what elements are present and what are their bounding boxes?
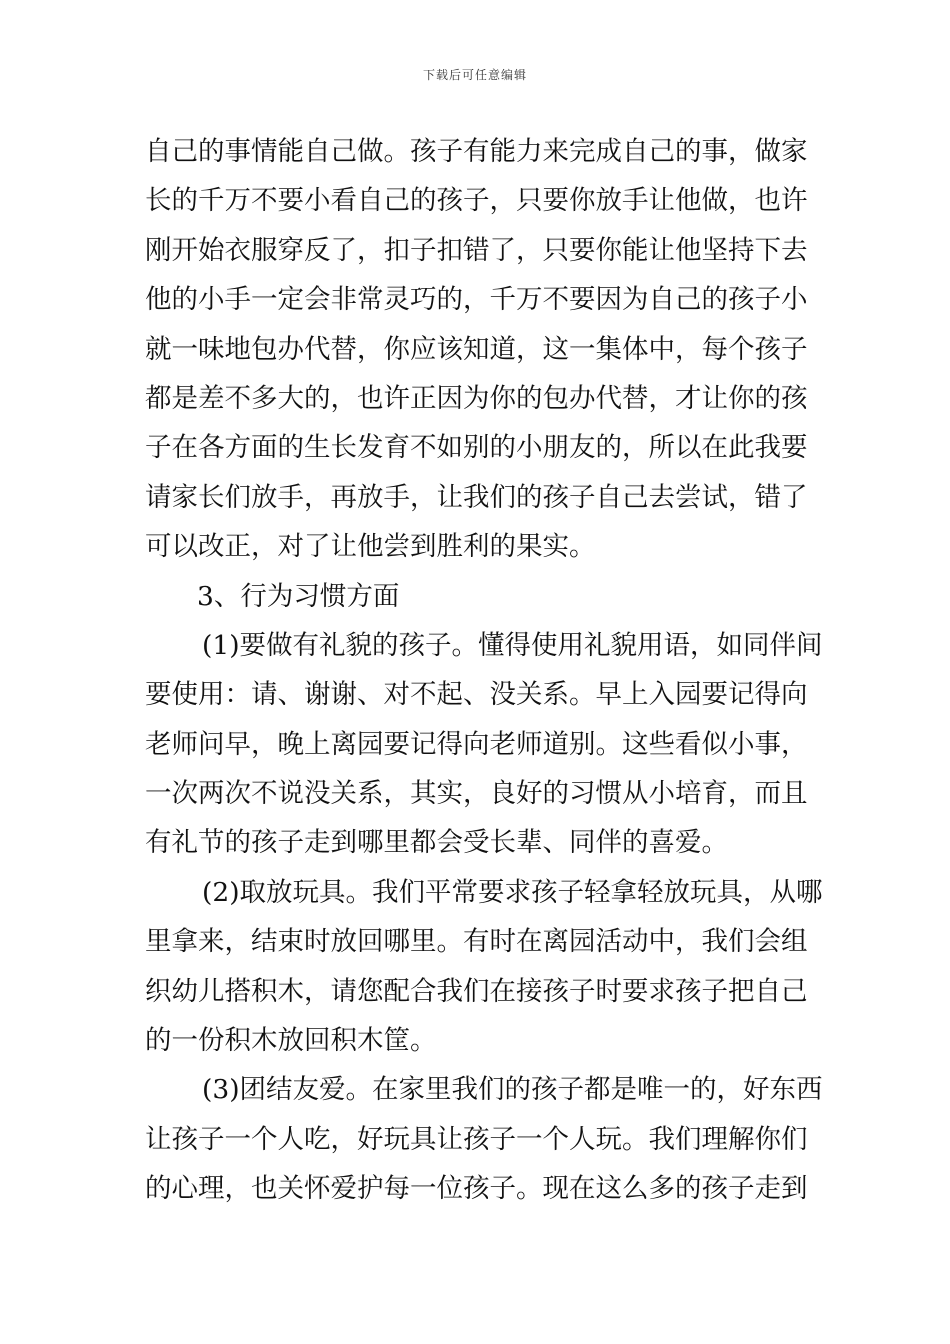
text-line: 刚开始衣服穿反了，扣子扣错了，只要你能让他坚持下去 [145, 234, 808, 266]
section-heading: 3、行为习惯方面 [197, 580, 400, 612]
text-line: 子在各方面的生长发育不如别的小朋友的，所以在此我要 [145, 432, 808, 464]
text-line: 有礼节的孩子走到哪里都会受长辈、同伴的喜爱。 [145, 827, 728, 859]
text-line: 一次两次不说没关系，其实，良好的习惯从小培育，而且 [145, 778, 808, 810]
text-line: 织幼儿搭积木，请您配合我们在接孩子时要求孩子把自己 [145, 975, 808, 1007]
text-line: 请家长们放手，再放手，让我们的孩子自己去尝试，错了 [145, 481, 808, 513]
text-line: 可以改正，对了让他尝到胜利的果实。 [145, 531, 596, 563]
paragraph-start: (3)团结友爱。在家里我们的孩子都是唯一的，好东西 [202, 1074, 823, 1106]
text-line: 长的千万不要小看自己的孩子，只要你放手让他做，也许 [145, 185, 808, 217]
text-line: 都是差不多大的，也许正因为你的包办代替，才让你的孩 [145, 382, 808, 414]
text-line: 老师问早，晚上离园要记得向老师道别。这些看似小事， [145, 728, 808, 760]
paragraph-start: (1)要做有礼貌的孩子。懂得使用礼貌用语，如同伴间 [202, 629, 823, 661]
text-line: 要使用：请、谢谢、对不起、没关系。早上入园要记得向 [145, 679, 808, 711]
body-text [145, 127, 823, 1214]
text-line: 就一味地包办代替，你应该知道，这一集体中，每个孩子 [145, 333, 808, 365]
paragraph-start: (2)取放玩具。我们平常要求孩子轻拿轻放玩具，从哪 [202, 876, 823, 908]
text-line: 里拿来，结束时放回哪里。有时在离园活动中，我们会组 [145, 926, 808, 958]
text-line: 的一份积木放回积木筐。 [145, 1025, 437, 1057]
text-line: 自己的事情能自己做。孩子有能力来完成自己的事，做家 [145, 136, 808, 167]
header-note: 下载后可任意编辑 [422, 68, 527, 82]
text-line: 的心理，也关怀爱护每一位孩子。现在这么多的孩子走到 [145, 1173, 808, 1205]
text-line: 他的小手一定会非常灵巧的，千万不要因为自己的孩子小 [145, 284, 808, 316]
text-line: 让孩子一个人吃，好玩具让孩子一个人玩。我们理解你们 [145, 1123, 808, 1155]
